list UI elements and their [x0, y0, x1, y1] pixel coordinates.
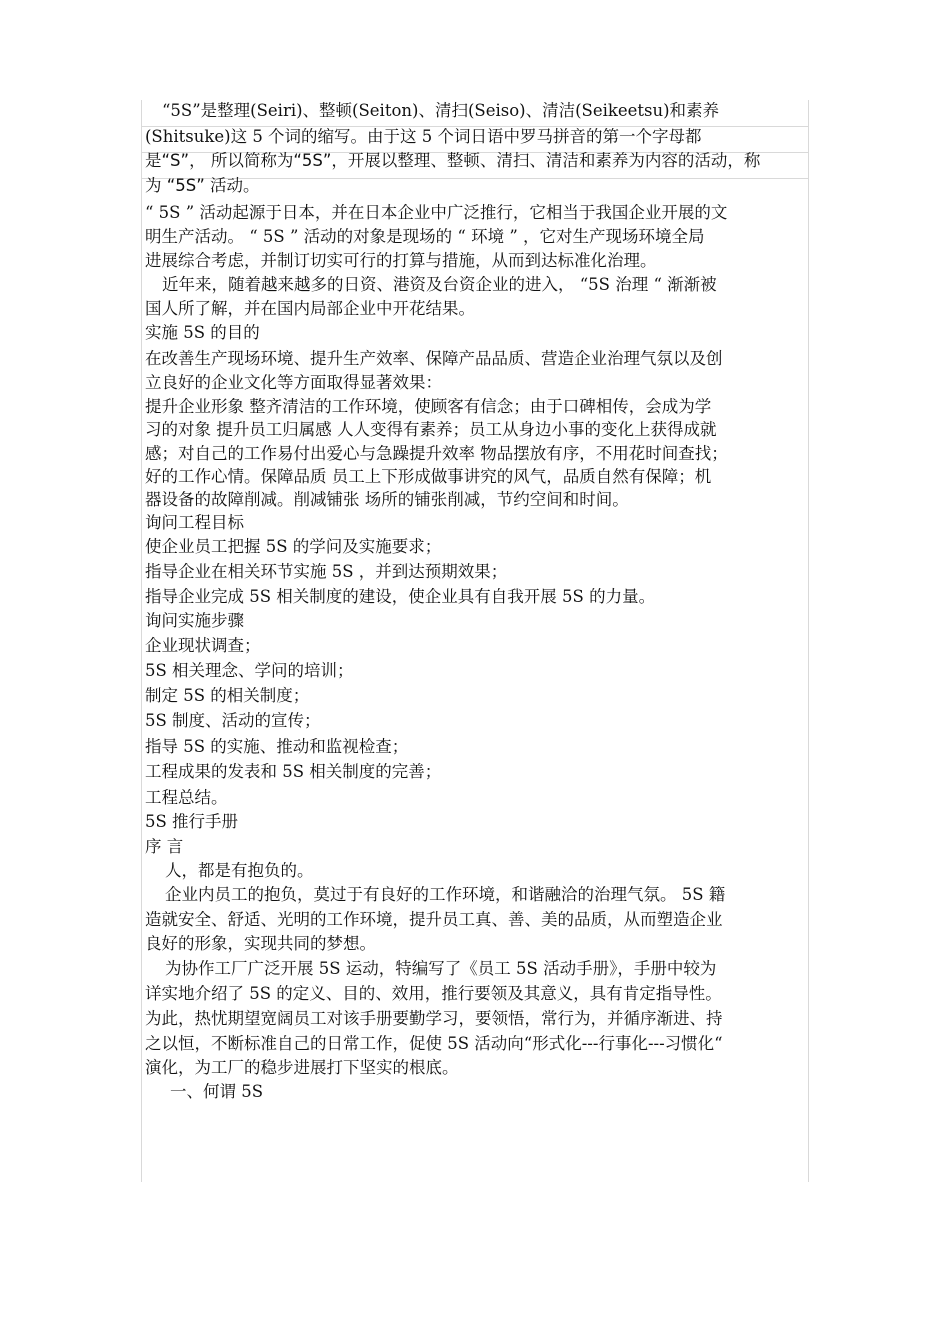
list-item: 工程成果的发表和 5S 相关制度的完善；	[145, 762, 442, 781]
text-line: 是“S”， 所以简称为“5S”，开展以整理、整顿、清扫、清洁和素养为内容的活动，称	[145, 151, 761, 170]
text-line: 演化，为工厂的稳步进展打下坚实的根底。	[145, 1058, 459, 1077]
text-line: 为 “5S” 活动。	[145, 176, 260, 195]
list-item: 工程总结。	[145, 788, 228, 807]
text-line: 为此，热忧期望宽阔员工对该手册要勤学习，要领悟，常行为，并循序渐进、持	[145, 1009, 723, 1028]
section-heading: 一、何谓 5S	[170, 1082, 264, 1101]
text-line: 提升企业形象 整齐清洁的工作环境，使顾客有信念；由于口碑相传，会成为学	[145, 397, 712, 416]
section-heading: 询问实施步骤	[145, 611, 244, 630]
text-line: 习的对象 提升员工归属感 人人变得有素养；员工从身边小事的变化上获得成就	[145, 420, 717, 439]
section-heading: 序 言	[145, 837, 184, 856]
text-line: 在改善生产现场环境、提升生产效率、保障产品品质、营造企业治理气氛以及创	[145, 349, 723, 368]
text-line: 好的工作心情。保障品质 员工上下形成做事讲究的风气，品质自然有保障；机	[145, 467, 712, 486]
text-line: 造就安全、舒适、光明的工作环境，提升员工真、善、美的品质，从而塑造企业	[145, 910, 723, 929]
text-line: 之以恒，不断标准自己的日常工作，促使 5S 活动向“形式化---行事化---习惯化“	[145, 1034, 723, 1053]
list-item: 5S 制度、活动的宣传；	[145, 711, 321, 730]
list-item: 指导企业完成 5S 相关制度的建设，使企业具有自我开展 5S 的力量。	[145, 587, 656, 606]
section-heading: 5S 推行手册	[145, 812, 239, 831]
text-line: 详实地介绍了 5S 的定义、目的、效用，推行要领及其意义，具有肯定指导性。	[145, 984, 722, 1003]
text-line: 良好的形象，实现共同的梦想。	[145, 934, 376, 953]
list-item: 使企业员工把握 5S 的学问及实施要求；	[145, 537, 442, 556]
text-line: “ 5S ” 活动起源于日本，并在日本企业中广泛推行，它相当于我国企业开展的文	[145, 203, 728, 222]
text-line: (Shitsuke)这 5 个词的缩写。由于这 5 个词日语中罗马拼音的第一个字母都	[145, 127, 702, 146]
text-line: “5S”是整理(Seiri)、整顿(Seiton)、清扫(Seiso)、清洁(Seikeetsu)和素养	[162, 101, 720, 120]
text-line: 为协作工厂广泛开展 5S 运动，特编写了《员工 5S 活动手册》，手册中较为	[165, 959, 717, 978]
list-item: 指导企业在相关环节实施 5S ，并到达预期效果；	[145, 562, 508, 581]
text-line: 国人所了解，并在国内局部企业中开花结果。	[145, 299, 475, 318]
text-line: 立良好的企业文化等方面取得显著效果：	[145, 373, 442, 392]
list-item: 5S 相关理念、学问的培训；	[145, 661, 354, 680]
list-item: 指导 5S 的实施、推动和监视检查；	[145, 737, 409, 756]
list-item: 制定 5S 的相关制度；	[145, 686, 310, 705]
section-heading: 实施 5S 的目的	[145, 323, 260, 342]
list-item: 企业现状调查；	[145, 636, 261, 655]
text-line: 明生产活动。 “ 5S ” 活动的对象是现场的 “ 环境 ” ，它对生产现场环境全局	[145, 227, 705, 246]
page-frame-left	[141, 100, 142, 1182]
text-line: 企业内员工的抱负，莫过于有良好的工作环境，和谐融洽的治理气氛。 5S 籍	[165, 885, 726, 904]
text-line: 近年来，随着越来越多的日资、港资及台资企业的进入， “5S 治理 “ 渐渐被	[162, 275, 717, 294]
section-heading: 询问工程目标	[145, 513, 244, 532]
text-line: 人，都是有抱负的。	[165, 861, 314, 880]
text-line: 器设备的故障削减。削减铺张 场所的铺张削减，节约空间和时间。	[145, 490, 629, 509]
text-line: 进展综合考虑，并制订切实可行的打算与措施，从而到达标准化治理。	[145, 251, 657, 270]
text-line: 感；对自己的工作易付出爱心与急躁提升效率 物品摆放有序，不用花时间查找；	[145, 444, 728, 463]
